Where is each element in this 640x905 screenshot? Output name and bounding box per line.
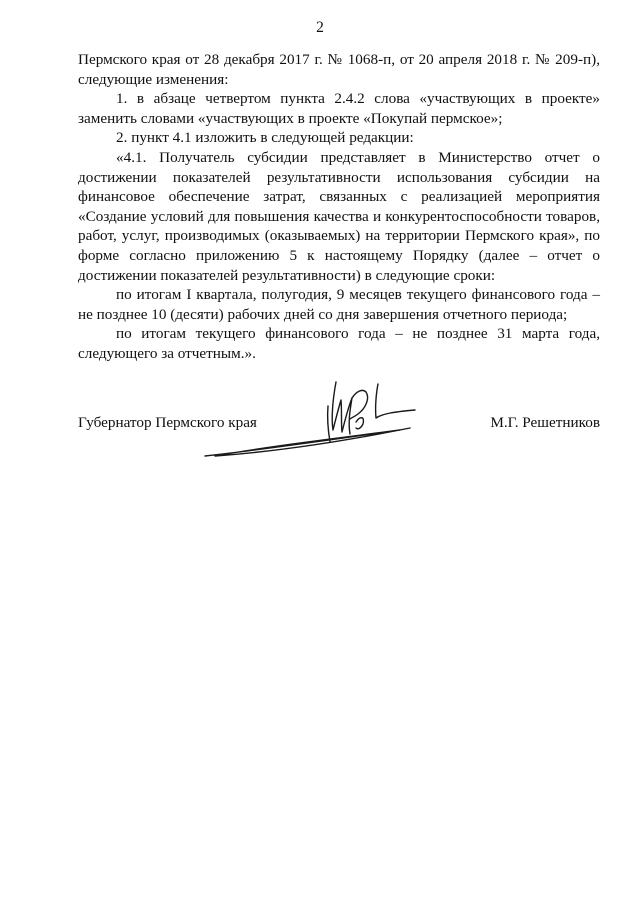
document-body — [78, 50, 600, 364]
paragraph-5: по итогам I квартала, полугодия, 9 месяцев текущего финансового года – не позднее 10 (десяти) рабочих дней со дня завершения отчетного периода; — [78, 286, 600, 323]
paragraph-1: Пермского края от 28 декабря 2017 г. № 1068-п, от 20 апреля 2018 г. № 209-п), следующие изменения: — [78, 51, 600, 88]
paragraph-3: 2. пункт 4.1 изложить в следующей редакции: — [116, 129, 414, 147]
signer-title: Губернатор Пермского края — [78, 414, 257, 431]
paragraph-6: по итогам текущего финансового года – не позднее 31 марта года, следующего за отчетным.». — [78, 325, 600, 362]
paragraph-4: «4.1. Получатель субсидии представляет в Министерство отчет о достижении показателей результативности использования субсидии на финансовое обеспечение затрат, связанных с реализацией мероприятия «Создание условий для повышения качества и конкурентоспособности товаров, работ, услуг, производимых (оказываемых) на территории Пермского края», по форме согласно приложению 5 к настоящему Порядку (далее – отчет о достижении показателей результативности) в следующие сроки: — [78, 148, 600, 284]
paragraph-2: 1. в абзаце четвертом пункта 2.4.2 слова «участвующих в проекте» заменить словами «участвующих в проекте «Покупай пермское»; — [78, 90, 600, 127]
signer-name: М.Г. Решетников — [490, 414, 600, 431]
page-number: 2 — [316, 19, 324, 36]
handwritten-signature — [200, 370, 440, 470]
